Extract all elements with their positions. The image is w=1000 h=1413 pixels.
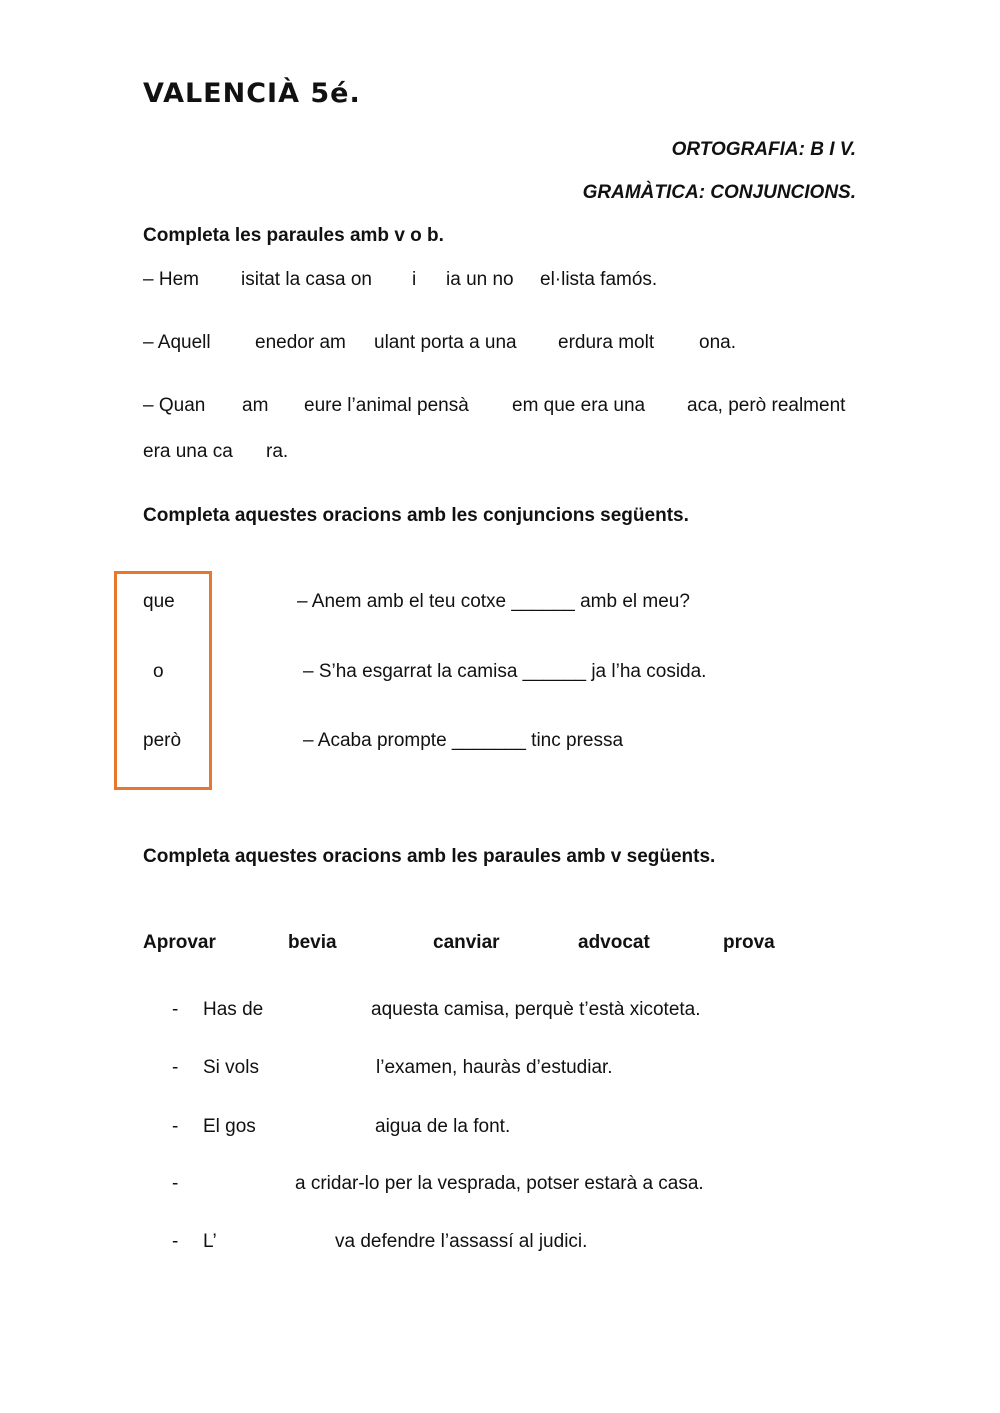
list-bullet: - [172, 1116, 179, 1137]
word-bank-item: advocat [578, 932, 650, 953]
section3-heading: Completa aquestes oracions amb les paraules amb v següents. [143, 846, 716, 867]
section1-heading: Completa les paraules amb v o b. [143, 225, 444, 246]
s1-line2-part2: enedor am [255, 332, 346, 353]
list-bullet: - [172, 1057, 179, 1078]
conjunction-sentence: – Anem amb el teu cotxe ______ amb el meu? [297, 591, 690, 612]
item-start-text: Si vols [203, 1057, 259, 1078]
s1-line4-part2: ra. [266, 441, 289, 462]
s1-line1-part4: ia un no [446, 269, 514, 290]
item-end-text: l’examen, hauràs d’estudiar. [376, 1057, 613, 1078]
s1-line2-part1: – Aquell [143, 332, 211, 353]
word-bank-item: bevia [288, 932, 337, 953]
s1-line1-part2: isitat la casa on [241, 269, 372, 290]
word-bank-item: Aprovar [143, 932, 216, 953]
s1-line3-part3: eure l’animal pensà [304, 395, 469, 416]
topic-ortografia: ORTOGRAFIA: B I V. [671, 139, 856, 160]
conjunction-word: però [143, 730, 182, 751]
word-bank-item: prova [723, 932, 775, 953]
item-start-text: El gos [203, 1116, 256, 1137]
section2-heading: Completa aquestes oracions amb les conjuncions següents. [143, 505, 689, 526]
page-title: VALENCIÀ 5é. [143, 78, 361, 109]
s1-line1-part1: – Hem [143, 269, 199, 290]
topic-gramatica: GRAMÀTICA: CONJUNCIONS. [582, 182, 856, 203]
item-start-text: Has de [203, 999, 264, 1020]
s1-line3-part5: aca, però realment [687, 395, 846, 416]
s1-line1-part3: i [412, 269, 417, 290]
s1-line1-part5: el·lista famós. [540, 269, 658, 290]
conjunction-word: o [153, 661, 164, 682]
item-end-text: va defendre l’assassí al judici. [335, 1231, 588, 1252]
list-bullet: - [172, 999, 179, 1020]
item-end-text: aquesta camisa, perquè t’està xicoteta. [371, 999, 701, 1020]
s1-line2-part3: ulant porta a una [374, 332, 517, 353]
s1-line3-part2: am [242, 395, 269, 416]
conjunction-sentence: – Acaba prompte _______ tinc pressa [303, 730, 624, 751]
s1-line4-part1: era una ca [143, 441, 233, 462]
list-bullet: - [172, 1173, 179, 1194]
s1-line3-part1: – Quan [143, 395, 206, 416]
conjunction-word: que [143, 591, 175, 612]
item-end-text: a cridar-lo per la vesprada, potser estarà a casa. [295, 1173, 704, 1194]
item-start-text: L’ [203, 1231, 217, 1252]
list-bullet: - [172, 1231, 179, 1252]
item-end-text: aigua de la font. [375, 1116, 511, 1137]
s1-line2-part5: ona. [699, 332, 736, 353]
s1-line3-part4: em que era una [512, 395, 646, 416]
conjunction-sentence: – S’ha esgarrat la camisa ______ ja l’ha cosida. [303, 661, 707, 682]
word-bank-item: canviar [433, 932, 500, 953]
s1-line2-part4: erdura molt [558, 332, 655, 353]
